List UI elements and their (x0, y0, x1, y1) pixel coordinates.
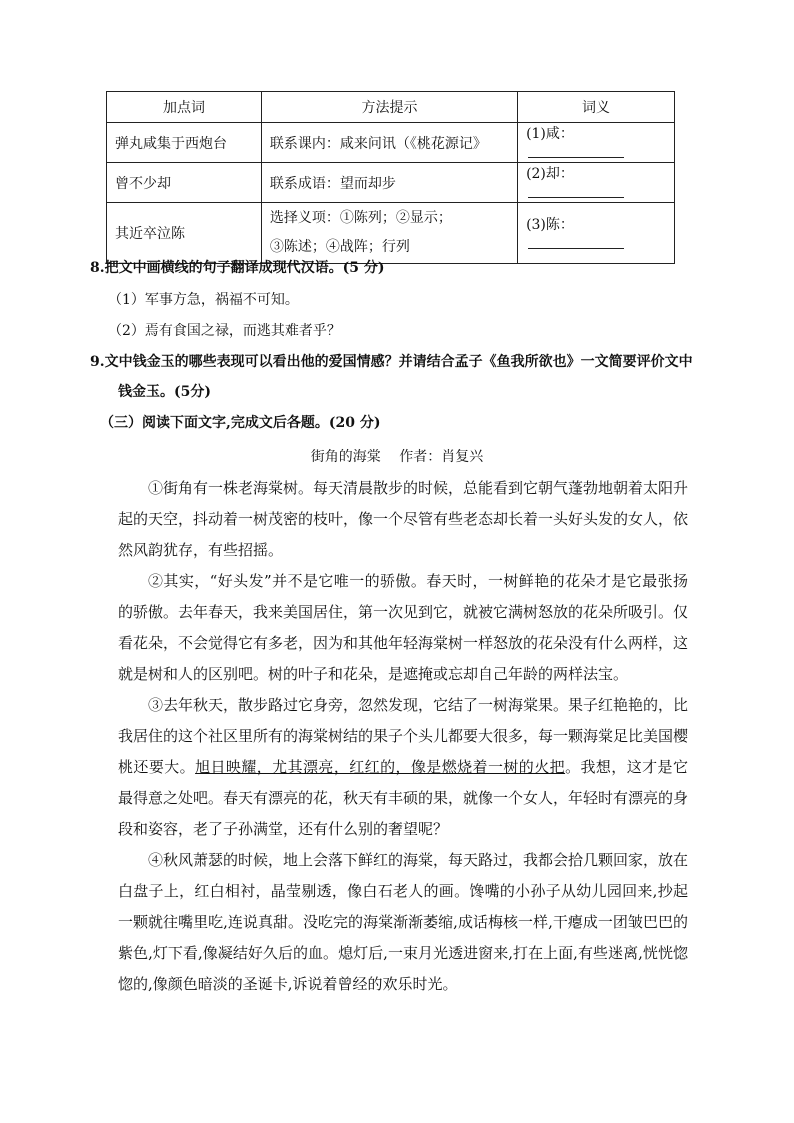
table-row (107, 163, 675, 203)
question-8-item-2: （2）焉有食国之禄，而逃其难者乎？ (108, 323, 341, 339)
table-cell-answer (518, 123, 675, 163)
hint-line: 选择义项：①陈列；②显示； (269, 210, 452, 226)
answer-label: (3)陈： (526, 216, 574, 233)
answer-blank[interactable] (528, 143, 624, 158)
paragraph-1: ①街角有一株老海棠树。每天清晨散步的时候，总能看到它朝气蓬勃地朝着太阳升起的天空，抖动着一树茂密的枝叶，像一个尽管有些老态却长着一头好头发的女人，依然风韵犹存，有些招摇。 (118, 479, 689, 559)
answer-label: (1)咸： (526, 126, 574, 142)
table-cell-word: 弹丸咸集于西炮台 (107, 123, 262, 163)
table-row (107, 203, 675, 264)
table-cell-word: 其近卒泣陈 (107, 203, 262, 264)
paragraph-3 (118, 690, 688, 845)
question-9-line-1: 9.文中钱金玉的哪些表现可以看出他的爱国情感？并请结合孟子《鱼我所欲也》一文简要评价文中 (90, 354, 693, 370)
table-cell-hint: 联系成语：望而却步 (261, 163, 517, 203)
table-cell-answer (518, 203, 675, 264)
table-header: 方法提示 (261, 92, 517, 123)
paragraph-2: ②其实，“好头发”并不是它唯一的骄傲。春天时，一树鲜艳的花朵才是它最张扬的骄傲。去年春天，我来美国居住，第一次见到它，就被它满树怒放的花朵所吸引。仅看花朵，不会觉得它有多老，因为和其他年轻海棠树一样怒放的花朵没有什么两样，这就是树和人的区别吧。树的叶子和花朵，是遮掩或忘却自己年龄的两样法宝。 (118, 572, 689, 683)
answer-label: (2)却： (526, 166, 574, 182)
table-header-row (107, 92, 675, 123)
table-header: 加点词 (107, 92, 262, 123)
article-body (118, 473, 688, 1000)
section-3-heading: （三）阅读下面文字,完成文后各题。(20 分) (100, 415, 381, 431)
answer-blank[interactable] (528, 234, 624, 249)
article-title: 街角的海棠 作者：肖复兴 (310, 449, 484, 465)
table-row (107, 123, 675, 163)
table-header: 词义 (518, 92, 675, 123)
hint-line: ③陈述；④战阵；行列 (269, 239, 410, 255)
table-cell-hint (261, 203, 517, 264)
question-9-line-2: 钱金玉。(5分) (118, 384, 211, 400)
answer-blank[interactable] (528, 183, 624, 198)
table-cell-hint: 联系课内：咸来问讯（《桃花源记》 (261, 123, 517, 163)
question-8-title: 8.把文中画横线的句子翻译成现代汉语。(5 分) (90, 260, 385, 276)
underlined-sentence: 旭日映耀，尤其漂亮，红红的，像是燃烧着一树的火把 (195, 758, 566, 776)
table-cell-answer (518, 163, 675, 203)
paragraph-4: ④秋风萧瑟的时候，地上会落下鲜红的海棠，每天路过，我都会拾几颗回家，放在白盘子上，红白相衬，晶莹剔透，像白石老人的画。馋嘴的小孙子从幼儿园回来,抄起一颗就往嘴里吃,连说真甜。没吃完的海棠渐渐萎缩,成话梅核一样,干瘪成一团皱巴巴的紫色,灯下看,像凝结好久后的血。熄灯后,一束月光透进窗来,打在上面,有些迷离,恍恍惚惚的,像颜色暗淡的圣诞卡,诉说着曾经的欢乐时光。 (118, 851, 689, 993)
vocabulary-table (106, 91, 675, 264)
paragraph-3-text: ③去年秋天，散步路过它身旁，忽然发现，它结了一树海棠果。果子红艳艳的，比我居住的这个社区里所有的海棠树结的果子个头儿都要大很多，每一颗海棠足比美国樱桃还要大。 (118, 696, 689, 776)
question-8-item-1: （1）军事方急，祸福不可知。 (108, 292, 299, 308)
paragraph-3-text: 。我想，这才是它最得意之处吧。春天有漂亮的花，秋天有丰硕的果，就像一个女人，年轻时有漂亮的身段和姿容，老了子孙满堂，还有什么别的奢望呢？ (118, 758, 689, 838)
table-cell-word: 曾不少却 (107, 163, 262, 203)
